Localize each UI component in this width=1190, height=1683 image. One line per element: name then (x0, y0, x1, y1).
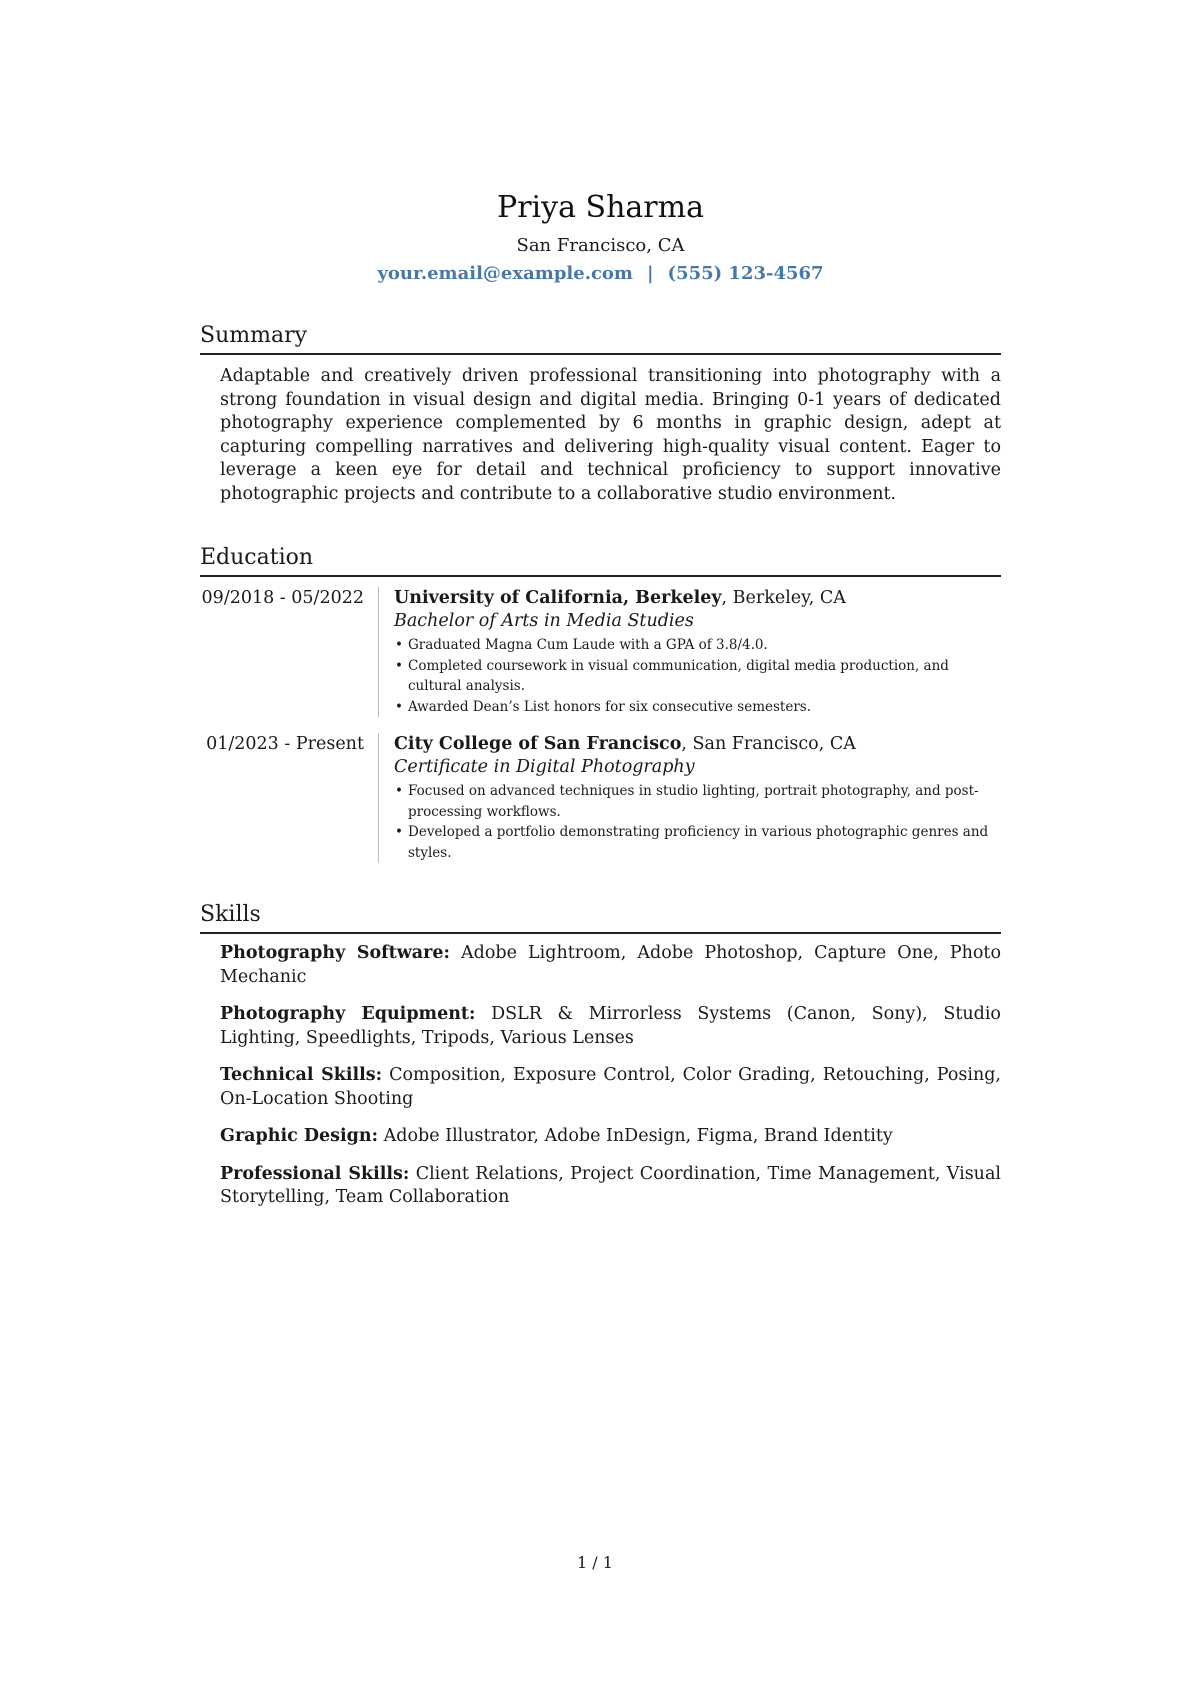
skill-label: Photography Software: (220, 943, 450, 963)
education-section (200, 544, 1001, 863)
education-bullet: • Completed coursework in visual communication, digital media production, and cultural analysis. (408, 656, 1001, 697)
skills-section (200, 901, 1001, 1210)
education-institution-line (394, 587, 1001, 610)
education-details (378, 587, 1001, 717)
education-institution-line (394, 733, 1001, 756)
skill-row (220, 1064, 1001, 1111)
summary-heading: Summary (200, 322, 1001, 355)
skill-value: DSLR & Mirrorless Systems (Canon, Sony), Studio Lighting, Speedlights, Tripods, Various Lenses (220, 1004, 1001, 1048)
skill-value: Composition, Exposure Control, Color Grading, Retouching, Posing, On-Location Shooting (220, 1065, 1001, 1109)
skill-row (220, 942, 1001, 989)
skill-row (220, 1125, 1001, 1149)
education-bullets (394, 635, 1001, 717)
education-details (378, 733, 1001, 863)
skill-value: Client Relations, Project Coordination, Time Management, Visual Storytelling, Team Collaboration (220, 1163, 1001, 1207)
skill-row (220, 1163, 1001, 1210)
skill-label: Graphic Design: (220, 1126, 379, 1146)
education-bullets (394, 781, 1001, 863)
education-heading: Education (200, 544, 1001, 577)
education-degree: Certificate in Digital Photography (394, 757, 695, 777)
summary-text: Adaptable and creatively driven professional transitioning into photography with a strong foundation in visual design and digital media. Bringing 0-1 years of dedicated photography experience complemented by 6 months in graphic design, adept at capturing compelling narratives and delivering high-quality visual content. Eager to leverage a keen eye for detail and technical proficiency to support innovative photographic projects and contribute to a collaborative studio environment. (220, 366, 1001, 504)
education-bullet: • Focused on advanced techniques in studio lighting, portrait photography, and post-processing workflows. (408, 781, 1001, 822)
education-entry (200, 587, 1001, 717)
candidate-location: San Francisco, CA (516, 235, 685, 256)
skill-row (220, 1003, 1001, 1050)
education-bullet: • Awarded Dean’s List honors for six consecutive semesters. (408, 697, 1001, 718)
contact-separator: | (646, 263, 654, 284)
skill-label: Photography Equipment: (220, 1004, 476, 1024)
education-bullet: • Graduated Magna Cum Laude with a GPA of 3.8/4.0. (408, 635, 1001, 656)
education-degree: Bachelor of Arts in Media Studies (394, 611, 694, 631)
education-dates: 09/2018 - 05/2022 (201, 588, 364, 608)
phone-link[interactable]: (555) 123-4567 (667, 263, 824, 284)
skill-label: Technical Skills: (220, 1065, 383, 1085)
skills-heading: Skills (200, 901, 1001, 934)
education-dates: 01/2023 - Present (206, 734, 364, 754)
education-location: , Berkeley, CA (721, 588, 846, 608)
skill-value: Adobe Lightroom, Adobe Photoshop, Capture One, Photo Mechanic (220, 943, 1001, 987)
resume-header (200, 190, 1001, 286)
resume-page (200, 190, 1001, 1210)
education-school: University of California, Berkeley (394, 588, 722, 608)
contact-line (200, 262, 1001, 286)
email-link[interactable]: your.email@example.com (377, 263, 633, 284)
candidate-name: Priya Sharma (497, 190, 704, 225)
education-location: , San Francisco, CA (681, 734, 856, 754)
skill-value: Adobe Illustrator, Adobe InDesign, Figma, Brand Identity (383, 1126, 893, 1146)
education-entry (200, 733, 1001, 863)
page-number: 1 / 1 (577, 1553, 613, 1572)
summary-section (200, 322, 1001, 506)
skill-label: Professional Skills: (220, 1163, 410, 1184)
education-bullet: • Developed a portfolio demonstrating proficiency in various photographic genres and styles. (408, 822, 1001, 863)
education-school: City College of San Francisco (394, 734, 682, 754)
